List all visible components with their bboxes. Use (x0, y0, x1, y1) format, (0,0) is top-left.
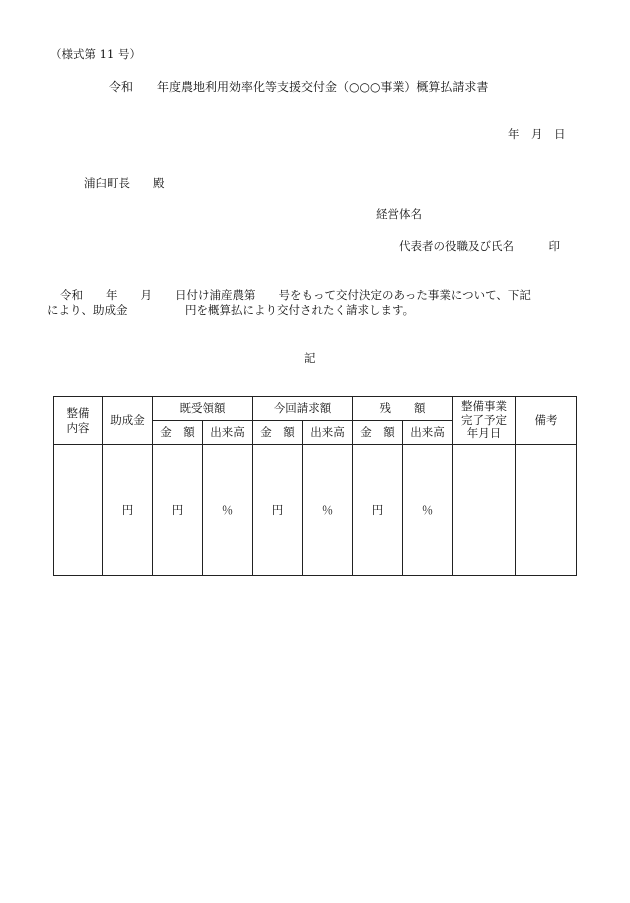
subheader-zan-kingaku: 金 額 (353, 421, 403, 445)
cell-konkai-dekidaka-unit: ％ (303, 445, 353, 576)
subheader-konkai-kingaku: 金 額 (253, 421, 303, 445)
body-text-line1: 令和 年 月 日付け浦産農第 号をもって交付決定のあった事業について、下記 (60, 288, 531, 302)
subheader-zan-dekidaka: 出来高 (403, 421, 453, 445)
applicant-org-label: 経営体名 (376, 207, 422, 221)
addressee: 浦臼町長 殿 (84, 176, 165, 190)
subheader-kiju-kingaku: 金 額 (153, 421, 203, 445)
cell-zan-kingaku-unit: 円 (353, 445, 403, 576)
form-number: （様式第 11 号） (50, 47, 141, 61)
claim-table (53, 396, 577, 576)
header-konkai: 今回請求額 (253, 397, 353, 421)
subheader-kiju-dekidaka: 出来高 (203, 421, 253, 445)
header-kanryo: 整備事業 完了予定 年月日 (453, 397, 516, 445)
header-seibi-naiyo: 整備 内容 (54, 397, 103, 445)
header-zan: 残 額 (353, 397, 453, 421)
cell-seibi-naiyo (54, 445, 103, 576)
applicant-rep-label: 代表者の役職及び氏名 印 (399, 239, 560, 253)
cell-konkai-kingaku-unit: 円 (253, 445, 303, 576)
ki-heading: 記 (304, 351, 316, 365)
header-biko: 備考 (516, 397, 577, 445)
cell-kanryo (453, 445, 516, 576)
date-line: 年 月 日 (508, 127, 566, 141)
cell-joseikin-unit: 円 (103, 445, 153, 576)
cell-kiju-kingaku-unit: 円 (153, 445, 203, 576)
cell-biko (516, 445, 577, 576)
header-joseikin: 助成金 (103, 397, 153, 445)
document-title: 令和 年度農地利用効率化等支援交付金（○○○事業）概算払請求書 (109, 80, 489, 94)
header-kiju: 既受領額 (153, 397, 253, 421)
cell-kiju-dekidaka-unit: ％ (203, 445, 253, 576)
body-text-line2: により、助成金 円を概算払により交付されたく請求します。 (47, 303, 415, 317)
cell-zan-dekidaka-unit: ％ (403, 445, 453, 576)
subheader-konkai-dekidaka: 出来高 (303, 421, 353, 445)
